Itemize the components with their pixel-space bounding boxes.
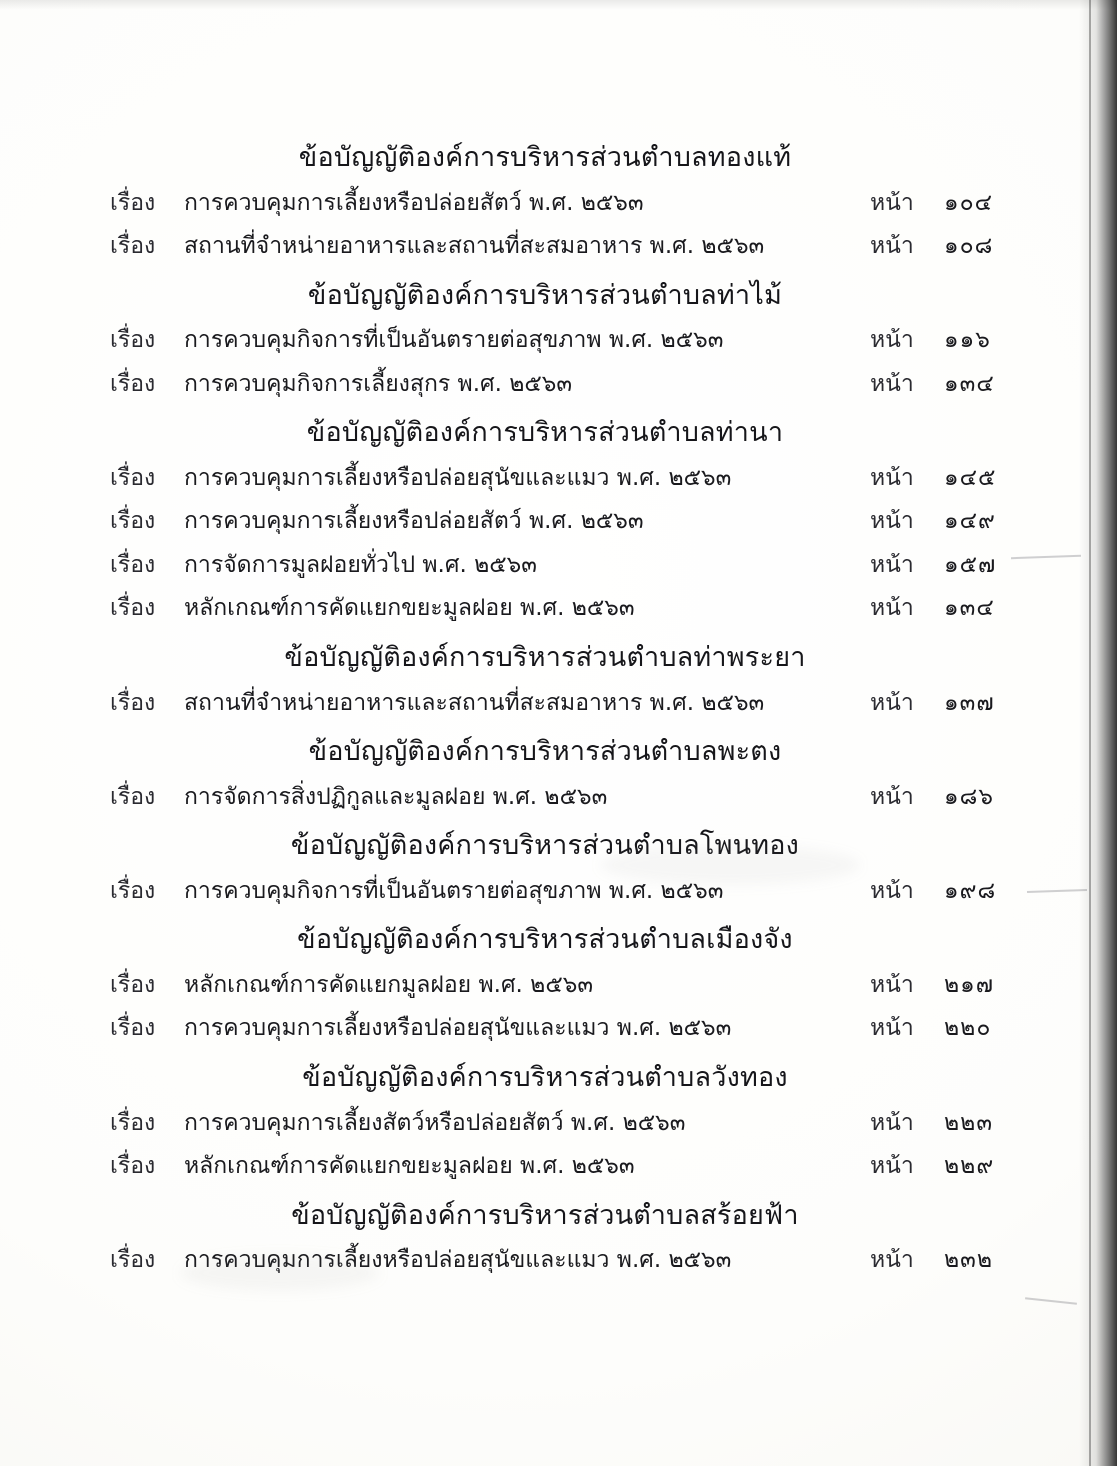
entry-page-number: ๑๐๔ — [944, 189, 994, 216]
page-label: หน้า — [870, 327, 914, 354]
subject-label: เรื่อง — [110, 464, 156, 491]
page-label: หน้า — [870, 877, 914, 904]
page-label: หน้า — [870, 233, 914, 260]
entry-title: การควบคุมกิจการที่เป็นอันตรายต่อสุขภาพ พ.ศ. ๒๕๖๓ — [184, 327, 724, 354]
section-heading: ข้อบัญญัติองค์การบริหารส่วนตำบลท่าพระยา — [284, 641, 806, 673]
toc-entry — [110, 874, 1040, 909]
entry-page-number: ๑๔๕ — [944, 464, 997, 491]
toc-entry — [110, 504, 1040, 539]
toc-entry — [110, 591, 1040, 626]
entry-page-number: ๑๓๗ — [944, 689, 995, 716]
toc-entry — [110, 548, 1040, 583]
page-label: หน้า — [870, 595, 914, 622]
page-label: หน้า — [870, 1153, 914, 1179]
entry-page-number: ๑๓๔ — [944, 595, 995, 622]
page-label: หน้า — [870, 689, 914, 716]
scan-smudge — [600, 845, 860, 885]
entry-title: การควบคุมกิจการเลี้ยงสุกร พ.ศ. ๒๕๖๓ — [184, 370, 573, 397]
subject-label: เรื่อง — [110, 327, 156, 354]
section-heading: ข้อบัญญัติองค์การบริหารส่วนตำบลท่าไม้ — [307, 279, 783, 311]
toc-entry — [110, 367, 1040, 402]
section-heading: ข้อบัญญัติองค์การบริหารส่วนตำบลวังทอง — [302, 1061, 788, 1093]
table-of-contents — [110, 140, 1040, 1287]
page-label: หน้า — [870, 508, 914, 535]
toc-entry — [110, 186, 1040, 221]
entry-page-number: ๑๓๔ — [944, 370, 995, 397]
section-heading: ข้อบัญญัติองค์การบริหารส่วนตำบลสร้อยฟ้า — [291, 1199, 799, 1231]
subject-label: เรื่อง — [110, 189, 156, 216]
entry-page-number: ๑๙๘ — [944, 877, 997, 904]
section-heading: ข้อบัญญัติองค์การบริหารส่วนตำบลทองแท้ — [298, 142, 792, 173]
page-label: หน้า — [870, 1109, 914, 1136]
entry-page-number: ๑๘๖ — [944, 783, 994, 810]
section-heading: ข้อบัญญัติองค์การบริหารส่วนตำบลท่านา — [306, 417, 784, 449]
toc-entry — [110, 968, 1040, 1003]
page-label: หน้า — [870, 971, 914, 998]
entry-title: การควบคุมการเลี้ยงหรือปล่อยสุนัขและแมว พ.ศ. ๒๕๖๓ — [184, 1015, 732, 1042]
entry-title: หลักเกณฑ์การคัดแยกขยะมูลฝอย พ.ศ. ๒๕๖๓ — [184, 595, 635, 622]
subject-label: เรื่อง — [110, 508, 156, 535]
toc-entry — [110, 229, 1040, 264]
entry-title: สถานที่จำหน่ายอาหารและสถานที่สะสมอาหาร พ.ศ. ๒๕๖๓ — [184, 689, 765, 716]
subject-label: เรื่อง — [110, 1109, 156, 1136]
section-heading: ข้อบัญญัติองค์การบริหารส่วนตำบลพะตง — [308, 736, 782, 767]
toc-entry — [110, 323, 1040, 358]
subject-label: เรื่อง — [110, 370, 156, 397]
scan-smudge — [180, 1255, 380, 1291]
entry-title: การควบคุมการเลี้ยงหรือปล่อยสุนัขและแมว พ.ศ. ๒๕๖๓ — [184, 464, 732, 491]
subject-label: เรื่อง — [110, 971, 156, 998]
entry-title: การจัดการสิ่งปฏิกูลและมูลฝอย พ.ศ. ๒๕๖๓ — [184, 783, 608, 810]
subject-label: เรื่อง — [110, 1153, 156, 1179]
page-label: หน้า — [870, 1247, 914, 1274]
entry-page-number: ๑๐๘ — [944, 233, 994, 260]
subject-label: เรื่อง — [110, 551, 156, 578]
page-label: หน้า — [870, 464, 914, 491]
subject-label: เรื่อง — [110, 595, 156, 622]
subject-label: เรื่อง — [110, 877, 156, 904]
page-label: หน้า — [870, 1015, 914, 1042]
entry-page-number: ๑๕๗ — [944, 551, 997, 578]
page-label: หน้า — [870, 370, 914, 397]
subject-label: เรื่อง — [110, 233, 156, 260]
entry-page-number: ๑๑๖ — [944, 327, 991, 354]
entry-title: การควบคุมการเลี้ยงหรือปล่อยสัตว์ พ.ศ. ๒๕๖๓ — [184, 189, 644, 216]
toc-entry — [110, 1011, 1040, 1046]
section-heading: ข้อบัญญัติองค์การบริหารส่วนตำบลโพนทอง — [290, 830, 800, 862]
entry-title: การควบคุมการเลี้ยงสัตว์หรือปล่อยสัตว์ พ.ศ. ๒๕๖๓ — [184, 1109, 686, 1136]
entry-page-number: ๒๑๗ — [944, 971, 995, 998]
page-label: หน้า — [870, 189, 914, 216]
subject-label: เรื่อง — [110, 689, 156, 716]
entry-page-number: ๑๔๙ — [944, 508, 996, 535]
toc-entry — [110, 1106, 1040, 1141]
section-heading: ข้อบัญญัติองค์การบริหารส่วนตำบลเมืองจัง — [297, 924, 793, 956]
subject-label: เรื่อง — [110, 783, 156, 810]
page-label: หน้า — [870, 551, 914, 578]
toc-entry — [110, 686, 1040, 721]
entry-page-number: ๒๒๐ — [944, 1015, 992, 1042]
entry-page-number: ๒๒๙ — [944, 1153, 995, 1179]
subject-label: เรื่อง — [110, 1015, 156, 1042]
entry-title: การควบคุมกิจการที่เป็นอันตรายต่อสุขภาพ พ.ศ. ๒๕๖๓ — [184, 877, 724, 904]
entry-title: การควบคุมการเลี้ยงหรือปล่อยสุนัขและแมว พ.ศ. ๒๕๖๓ — [184, 1247, 732, 1274]
binding-shadow — [1079, 0, 1117, 1466]
page-label: หน้า — [870, 783, 914, 810]
entry-page-number: ๒๒๓ — [944, 1109, 994, 1136]
entry-title: สถานที่จำหน่ายอาหารและสถานที่สะสมอาหาร พ.ศ. ๒๕๖๓ — [184, 233, 765, 260]
toc-entry — [110, 461, 1040, 496]
toc-entry — [110, 1149, 1040, 1184]
entry-title: การควบคุมการเลี้ยงหรือปล่อยสัตว์ พ.ศ. ๒๕๖๓ — [184, 508, 644, 535]
toc-entry — [110, 780, 1040, 815]
subject-label: เรื่อง — [110, 1247, 156, 1274]
entry-title: หลักเกณฑ์การคัดแยกมูลฝอย พ.ศ. ๒๕๖๓ — [184, 971, 594, 998]
entry-page-number: ๒๓๒ — [944, 1247, 994, 1274]
entry-title: หลักเกณฑ์การคัดแยกขยะมูลฝอย พ.ศ. ๒๕๖๓ — [184, 1153, 635, 1179]
entry-title: การจัดการมูลฝอยทั่วไป พ.ศ. ๒๕๖๓ — [184, 551, 537, 578]
